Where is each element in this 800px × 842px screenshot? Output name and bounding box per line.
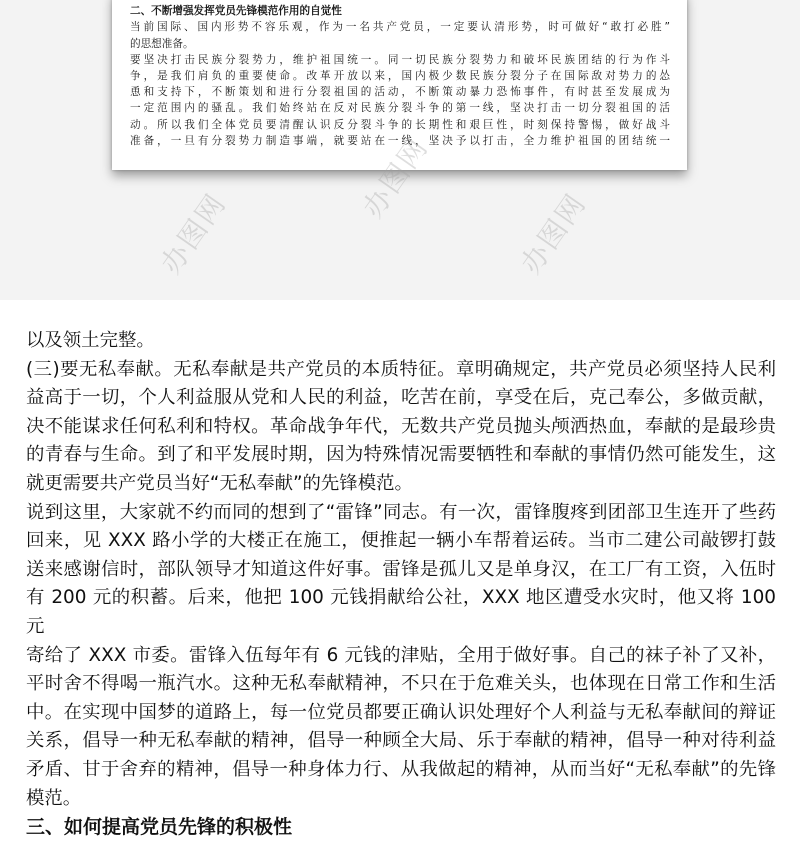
body-line: (三)要无私奉献。无私奉献是共产党员的本质特征。章明确规定，共产党员必须坚持人民利 bbox=[26, 358, 776, 380]
body-line: 回来，见 XXX 路小学的大楼正在施工，便推起一辆小车帮着运砖。当市二建公司敲锣打鼓 bbox=[26, 530, 776, 552]
document-preview-page bbox=[112, 0, 687, 224]
preview-line: 动。所以我们全体党员要清醒认识反分裂斗争的长期性和艰巨性，时刻保持警惕，做好战斗 bbox=[130, 118, 670, 131]
body-line: 关系，倡导一种无私奉献的精神，倡导一种顾全大局、乐于奉献的精神，倡导一种对待利益 bbox=[26, 730, 776, 752]
section-heading: 三、如何提高党员先锋的积极性 bbox=[26, 816, 293, 839]
body-line: 就更需要共产党员当好“无私奉献”的先锋模范。 bbox=[26, 472, 413, 494]
document-body bbox=[26, 327, 776, 842]
body-line: 寄给了 XXX 市委。雷锋入伍每年有 6 元钱的津贴，全用于做好事。自己的袜子补了又补， bbox=[26, 644, 776, 666]
watermark: 办图网 bbox=[514, 187, 593, 280]
body-line: 模范。 bbox=[26, 787, 82, 809]
preview-heading: 二、不断增强发挥党员先锋模范作用的自觉性 bbox=[130, 5, 342, 18]
body-line: 中。在实现中国梦的道路上，每一位党员都要正确认识处理好个人利益与无私奉献间的辩证 bbox=[26, 701, 776, 723]
body-line: 送来感谢信时，部队领导才知道这件好事。雷锋是孤儿又是单身汉，在工厂有工资，入伍时 bbox=[26, 558, 776, 580]
body-line: 矛盾、甘于舍弃的精神，倡导一种身体力行、从我做起的精神，从而当好“无私奉献”的先锋 bbox=[26, 758, 776, 780]
document-preview-area bbox=[0, 0, 800, 300]
body-line: 以及领土完整。 bbox=[26, 330, 155, 351]
body-line: 说到这里，大家就不约而同的想到了“雷锋”同志。有一次，雷锋腹疼到团部卫生连开了些药 bbox=[26, 501, 776, 523]
watermark: 办图网 bbox=[356, 131, 435, 224]
preview-line: 要坚决打击民族分裂势力，维护祖国统一。同一切民族分裂势力和破坏民族团结的行为作斗 bbox=[130, 53, 670, 66]
preview-line: 当前国际、国内形势不容乐观，作为一名共产党员，一定要认清形势，时可做好“敢打必胜” bbox=[130, 21, 670, 34]
body-line: 的青春与生命。到了和平发展时期，因为特殊情况需要牺牲和奉献的事情仍然可能发生，这 bbox=[26, 444, 776, 466]
preview-line: 一定范围内的骚乱。我们始终站在反对民族分裂斗争的第一线，坚决打击一切分裂祖国的活 bbox=[130, 102, 670, 115]
watermark: 办图网 bbox=[154, 187, 233, 280]
body-line: 益高于一切，个人利益服从党和人民的利益，吃苦在前，享受在后，克己奉公，多做贡献， bbox=[26, 387, 776, 409]
preview-line: 争，是我们肩负的重要使命。改革开放以来，国内极少数民族分裂分子在国际敌对势力的怂 bbox=[130, 70, 670, 83]
body-line: 决不能谋求任何私利和特权。革命战争年代，无数共产党员抛头颅洒热血，奉献的是最珍贵 bbox=[26, 415, 776, 437]
body-line: 平时舍不得喝一瓶汽水。这种无私奉献精神，不只在于危难关头，也体现在日常工作和生活 bbox=[26, 673, 776, 695]
body-line: 有 200 元的积蓄。后来，他把 100 元钱捐献给公社，XXX 地区遭受水灾时，他又将 100 元 bbox=[26, 587, 776, 637]
preview-line: 恿和支持下，不断策划和进行分裂祖国的活动，不断策动暴力恐怖事件，有时甚至发展成为 bbox=[130, 86, 670, 99]
preview-line: 的思想准备。 bbox=[130, 37, 194, 50]
preview-line: 准备，一旦有分裂势力制造事端，就要站在一线，坚决予以打击，全力维护祖国的团结统一 bbox=[130, 134, 670, 147]
